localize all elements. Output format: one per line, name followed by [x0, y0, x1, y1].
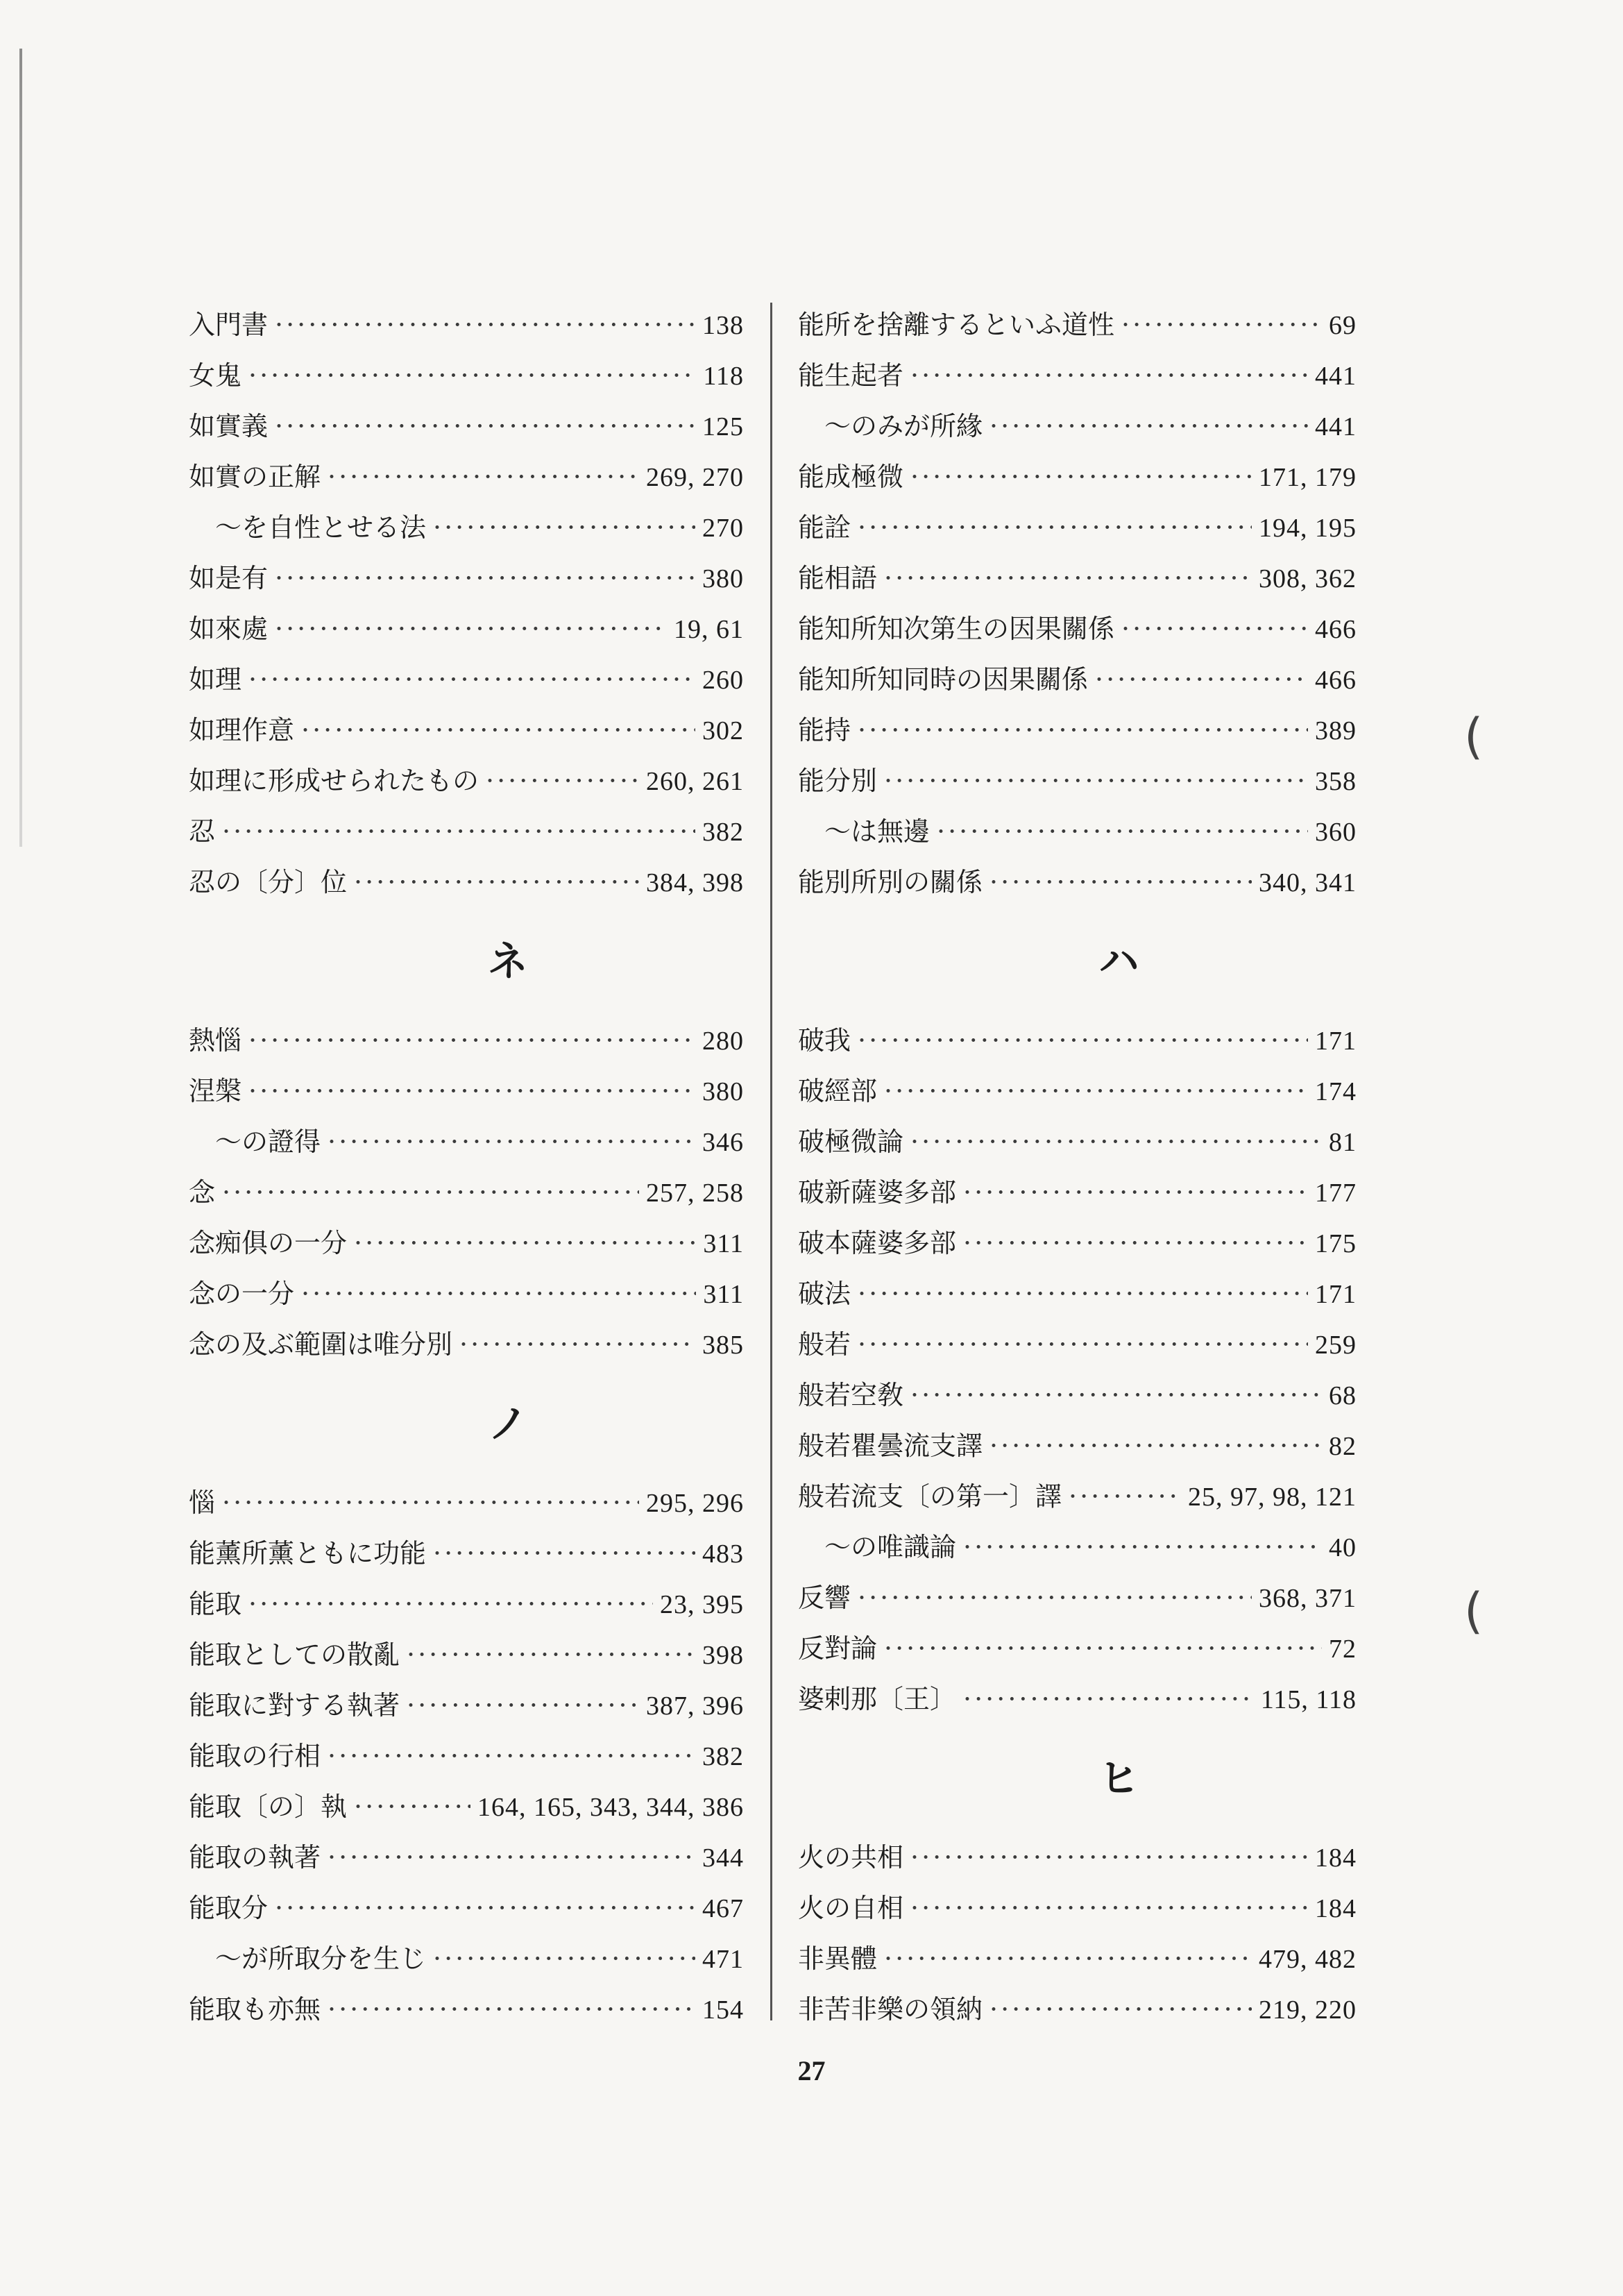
dot-leader — [858, 1015, 1308, 1066]
entry-term: 能別所別の關係 — [798, 867, 983, 897]
dot-leader — [433, 1934, 695, 1984]
dot-leader — [910, 351, 1308, 401]
index-entry — [189, 1218, 744, 1269]
entry-term: 〜の唯識論 — [824, 1532, 957, 1562]
dot-leader — [963, 1218, 1308, 1269]
entry-pages: 175 — [1315, 1229, 1357, 1258]
entry-pages: 387, 396 — [646, 1691, 744, 1721]
index-entry — [798, 655, 1357, 705]
entry-term: 非苦非樂の領納 — [798, 1994, 983, 2025]
dot-leader — [275, 553, 695, 604]
entry-term: 忍の〔分〕位 — [189, 867, 348, 897]
dot-leader — [989, 857, 1252, 908]
entry-pages: 466 — [1315, 615, 1357, 644]
entry-term: 熱惱 — [189, 1025, 242, 1056]
dot-leader — [275, 401, 695, 452]
index-entry — [189, 1680, 744, 1731]
entry-term: 反對論 — [798, 1633, 878, 1664]
entry-term: 能取も亦無 — [189, 1994, 321, 2025]
entry-pages: 25, 97, 98, 121 — [1188, 1483, 1357, 1512]
dot-leader — [301, 705, 695, 756]
entry-term: 〜の證得 — [215, 1126, 321, 1157]
entry-pages: 72 — [1329, 1635, 1357, 1664]
entry-term: 念の一分 — [189, 1278, 295, 1309]
index-entry — [798, 1117, 1357, 1167]
index-entry — [798, 503, 1357, 553]
entry-term: 忍 — [189, 816, 216, 847]
index-entry — [798, 705, 1357, 756]
dot-leader — [407, 1680, 639, 1731]
entry-term: 能相語 — [798, 563, 878, 593]
entry-term: 念 — [189, 1177, 216, 1208]
index-entry — [189, 1167, 744, 1218]
index-entry — [189, 300, 744, 351]
dot-leader — [328, 1731, 695, 1782]
dot-leader — [248, 1066, 695, 1117]
index-entry — [798, 604, 1357, 655]
entry-pages: 184 — [1315, 1894, 1357, 1923]
entry-term: 〜は無邊 — [824, 816, 931, 847]
entry-term: 能薰所薰ともに功能 — [189, 1538, 427, 1569]
entry-term: 婆剌那〔王〕 — [798, 1684, 957, 1714]
index-entry — [189, 1015, 744, 1066]
index-entry — [798, 1832, 1357, 1883]
dot-leader — [884, 756, 1308, 807]
index-entry — [798, 351, 1357, 401]
dot-leader — [328, 1984, 695, 2035]
index-entry — [798, 1984, 1357, 2035]
dot-leader — [963, 1167, 1308, 1218]
dot-leader — [937, 807, 1308, 857]
entry-term: 惱 — [189, 1487, 216, 1518]
entry-term: 能詮 — [798, 512, 851, 543]
entry-term: 反響 — [798, 1582, 851, 1613]
entry-term: 女鬼 — [189, 360, 242, 391]
index-entry — [798, 1218, 1357, 1269]
entry-pages: 81 — [1329, 1128, 1357, 1157]
entry-term: 能持 — [798, 715, 851, 745]
index-column-left — [189, 300, 744, 2035]
entry-pages: 194, 195 — [1259, 514, 1357, 543]
entry-term: 如實の正解 — [189, 462, 321, 492]
entry-pages: 441 — [1315, 412, 1357, 441]
entry-pages: 311 — [703, 1229, 744, 1258]
entry-pages: 380 — [702, 1077, 744, 1106]
entry-pages: 154 — [702, 1995, 744, 2025]
entry-term: 能取分 — [189, 1893, 269, 1923]
dot-leader — [328, 1832, 695, 1883]
entry-pages: 368, 371 — [1259, 1584, 1357, 1613]
dot-leader — [486, 756, 639, 807]
entry-term: 如來處 — [189, 614, 269, 644]
dot-leader — [222, 1478, 639, 1528]
dot-leader — [354, 857, 639, 908]
section-heading: ノ — [487, 1400, 528, 1447]
entry-pages: 118 — [703, 362, 744, 391]
entry-term: 能取としての散亂 — [189, 1639, 400, 1670]
section-heading: ネ — [487, 938, 528, 985]
entry-term: 能取 — [189, 1589, 242, 1619]
entry-term: 〜を自性とせる法 — [215, 512, 427, 543]
dot-leader — [884, 1934, 1252, 1984]
index-entry — [189, 1630, 744, 1680]
entry-term: 如是有 — [189, 563, 269, 593]
entry-term: 能所を捨離するといふ道性 — [798, 310, 1115, 340]
entry-pages: 219, 220 — [1259, 1995, 1357, 2025]
index-entry — [189, 655, 744, 705]
entry-term: 入門書 — [189, 310, 269, 340]
entry-pages: 260, 261 — [646, 767, 744, 796]
entry-term: 能知所知同時の因果關係 — [798, 664, 1089, 695]
index-entry — [189, 604, 744, 655]
entry-pages: 177 — [1315, 1179, 1357, 1208]
dot-leader — [328, 1117, 695, 1167]
entry-term: 能生起者 — [798, 360, 904, 391]
entry-pages: 280 — [702, 1027, 744, 1056]
entry-term: 如理に形成せられたもの — [189, 766, 479, 796]
dot-leader — [1121, 604, 1308, 655]
index-entry — [189, 1269, 744, 1319]
index-entry — [189, 1319, 744, 1370]
dot-leader — [248, 655, 695, 705]
entry-pages: 125 — [702, 412, 744, 441]
dot-leader — [884, 1066, 1308, 1117]
entry-pages: 164, 165, 343, 344, 386 — [477, 1793, 744, 1822]
entry-term: 〜が所取分を生じ — [215, 1943, 427, 1974]
entry-pages: 466 — [1315, 666, 1357, 695]
entry-term: 能取に對する執著 — [189, 1690, 400, 1721]
dot-leader — [248, 351, 696, 401]
index-entry — [189, 756, 744, 807]
dot-leader — [328, 452, 639, 503]
entry-pages: 171 — [1315, 1027, 1357, 1056]
entry-pages: 311 — [703, 1280, 744, 1309]
dot-leader — [858, 503, 1252, 553]
index-column-right — [798, 300, 1357, 2035]
scan-edge — [19, 49, 22, 847]
entry-term: 破法 — [798, 1278, 851, 1309]
entry-pages: 382 — [702, 1742, 744, 1771]
dot-leader — [910, 452, 1252, 503]
entry-pages: 171 — [1315, 1280, 1357, 1309]
index-entry — [798, 1573, 1357, 1623]
entry-term: 能取の行相 — [189, 1741, 321, 1771]
entry-term: 火の共相 — [798, 1842, 904, 1873]
index-entry — [189, 1066, 744, 1117]
dot-leader — [910, 1370, 1322, 1421]
dot-leader — [910, 1883, 1308, 1934]
entry-pages: 385 — [702, 1331, 744, 1360]
index-entry — [189, 1883, 744, 1934]
dot-leader — [963, 1522, 1322, 1573]
index-subentry — [189, 1117, 744, 1167]
entry-term: 火の自相 — [798, 1893, 904, 1923]
dot-leader — [354, 1218, 696, 1269]
entry-term: 非異體 — [798, 1943, 878, 1974]
entry-pages: 270 — [702, 514, 744, 543]
index-entry — [189, 1782, 744, 1832]
index-subentry — [189, 1934, 744, 1984]
dot-leader — [910, 1832, 1308, 1883]
dot-leader — [301, 1269, 696, 1319]
entry-term: 般若 — [798, 1329, 851, 1360]
entry-pages: 441 — [1315, 362, 1357, 391]
index-entry — [798, 1421, 1357, 1471]
entry-term: 如理 — [189, 664, 242, 695]
entry-term: 破新薩婆多部 — [798, 1177, 957, 1208]
entry-term: 般若瞿曇流支譯 — [798, 1430, 983, 1461]
index-entry — [798, 756, 1357, 807]
dot-leader — [275, 604, 667, 655]
index-entry — [798, 1066, 1357, 1117]
entry-pages: 340, 341 — [1259, 868, 1357, 897]
entry-term: 般若空敎 — [798, 1380, 904, 1410]
dot-leader — [354, 1782, 470, 1832]
entry-pages: 389 — [1315, 716, 1357, 745]
dot-leader — [884, 553, 1252, 604]
dot-leader — [222, 807, 695, 857]
entry-pages: 295, 296 — [646, 1489, 744, 1518]
index-entry — [189, 1832, 744, 1883]
entry-pages: 360 — [1315, 818, 1357, 847]
dot-leader — [275, 300, 695, 351]
index-entry — [798, 1319, 1357, 1370]
entry-pages: 184 — [1315, 1843, 1357, 1873]
index-entry — [189, 1579, 744, 1630]
entry-term: 〜のみが所緣 — [824, 411, 983, 441]
dot-leader — [910, 1117, 1322, 1167]
column-divider — [770, 303, 772, 2020]
index-entry — [798, 452, 1357, 503]
index-entry — [189, 401, 744, 452]
entry-pages: 19, 61 — [674, 615, 744, 644]
index-entry — [798, 1623, 1357, 1674]
index-entry — [798, 300, 1357, 351]
dot-leader — [433, 1528, 695, 1579]
dot-leader — [858, 705, 1308, 756]
index-entry — [798, 1674, 1357, 1725]
entry-term: 破極微論 — [798, 1126, 904, 1157]
entry-term: 如理作意 — [189, 715, 295, 745]
entry-pages: 346 — [702, 1128, 744, 1157]
dot-leader — [963, 1674, 1254, 1725]
dot-leader — [858, 1573, 1252, 1623]
entry-pages: 40 — [1329, 1533, 1357, 1562]
index-entry — [798, 1370, 1357, 1421]
dot-leader — [884, 1623, 1322, 1674]
section-heading: ヒ — [1098, 1755, 1139, 1802]
entry-pages: 269, 270 — [646, 463, 744, 492]
dot-leader — [858, 1269, 1308, 1319]
index-entry — [798, 1934, 1357, 1984]
entry-pages: 308, 362 — [1259, 564, 1357, 593]
entry-term: 能成極微 — [798, 462, 904, 492]
index-entry — [189, 1478, 744, 1528]
index-entry — [798, 1883, 1357, 1934]
entry-pages: 68 — [1329, 1381, 1357, 1410]
entry-pages: 380 — [702, 564, 744, 593]
entry-pages: 384, 398 — [646, 868, 744, 897]
dot-leader — [407, 1630, 695, 1680]
entry-pages: 398 — [702, 1641, 744, 1670]
entry-pages: 382 — [702, 818, 744, 847]
index-entry — [189, 1528, 744, 1579]
entry-pages: 171, 179 — [1259, 463, 1357, 492]
margin-mark: ( — [1464, 1582, 1484, 1639]
entry-term: 破本薩婆多部 — [798, 1228, 957, 1258]
entry-pages: 467 — [702, 1894, 744, 1923]
dot-leader — [275, 1883, 695, 1934]
index-subentry — [798, 401, 1357, 452]
dot-leader — [248, 1015, 695, 1066]
entry-pages: 82 — [1329, 1432, 1357, 1461]
index-entry — [189, 857, 744, 908]
entry-pages: 358 — [1315, 767, 1357, 796]
entry-pages: 23, 395 — [660, 1590, 744, 1619]
section-heading: ハ — [1098, 938, 1139, 985]
entry-term: 能取の執著 — [189, 1842, 321, 1873]
entry-term: 能取〔の〕執 — [189, 1791, 348, 1822]
dot-leader — [248, 1579, 653, 1630]
index-subentry — [798, 1522, 1357, 1573]
entry-pages: 344 — [702, 1843, 744, 1873]
entry-pages: 479, 482 — [1259, 1945, 1357, 1974]
index-subentry — [798, 807, 1357, 857]
dot-leader — [459, 1319, 695, 1370]
entry-term: 般若流支〔の第一〕譯 — [798, 1481, 1062, 1512]
entry-pages: 471 — [702, 1945, 744, 1974]
entry-pages: 483 — [702, 1539, 744, 1569]
entry-pages: 257, 258 — [646, 1179, 744, 1208]
entry-term: 能分別 — [798, 766, 878, 796]
index-entry — [189, 705, 744, 756]
entry-pages: 260 — [702, 666, 744, 695]
index-entry — [798, 1015, 1357, 1066]
index-entry — [798, 1167, 1357, 1218]
entry-term: 破經部 — [798, 1076, 878, 1106]
entry-term: 破我 — [798, 1025, 851, 1056]
index-entry — [189, 1984, 744, 2035]
dot-leader — [433, 503, 695, 553]
dot-leader — [1095, 655, 1308, 705]
index-entry — [189, 807, 744, 857]
entry-pages: 302 — [702, 716, 744, 745]
margin-mark: ( — [1464, 708, 1484, 765]
index-entry — [189, 351, 744, 401]
dot-leader — [1069, 1471, 1181, 1522]
entry-pages: 259 — [1315, 1331, 1357, 1360]
entry-term: 涅槃 — [189, 1076, 242, 1106]
index-entry — [189, 452, 744, 503]
entry-term: 念痴俱の一分 — [189, 1228, 348, 1258]
dot-leader — [989, 1984, 1252, 2035]
index-entry — [798, 1471, 1357, 1522]
dot-leader — [989, 401, 1308, 452]
entry-term: 如實義 — [189, 411, 269, 441]
index-entry — [798, 553, 1357, 604]
dot-leader — [1121, 300, 1322, 351]
entry-term: 能知所知次第生の因果關係 — [798, 614, 1115, 644]
index-entry — [798, 857, 1357, 908]
entry-pages: 115, 118 — [1260, 1685, 1357, 1714]
entry-term: 念の及ぶ範圍は唯分別 — [189, 1329, 453, 1360]
index-entry — [798, 1269, 1357, 1319]
dot-leader — [858, 1319, 1308, 1370]
index-entry — [189, 1731, 744, 1782]
index-entry — [189, 553, 744, 604]
entry-pages: 138 — [702, 311, 744, 340]
page-number: 27 — [797, 2055, 826, 2086]
dot-leader — [989, 1421, 1322, 1471]
entry-pages: 174 — [1315, 1077, 1357, 1106]
dot-leader — [222, 1167, 639, 1218]
index-subentry — [189, 503, 744, 553]
entry-pages: 69 — [1329, 311, 1357, 340]
